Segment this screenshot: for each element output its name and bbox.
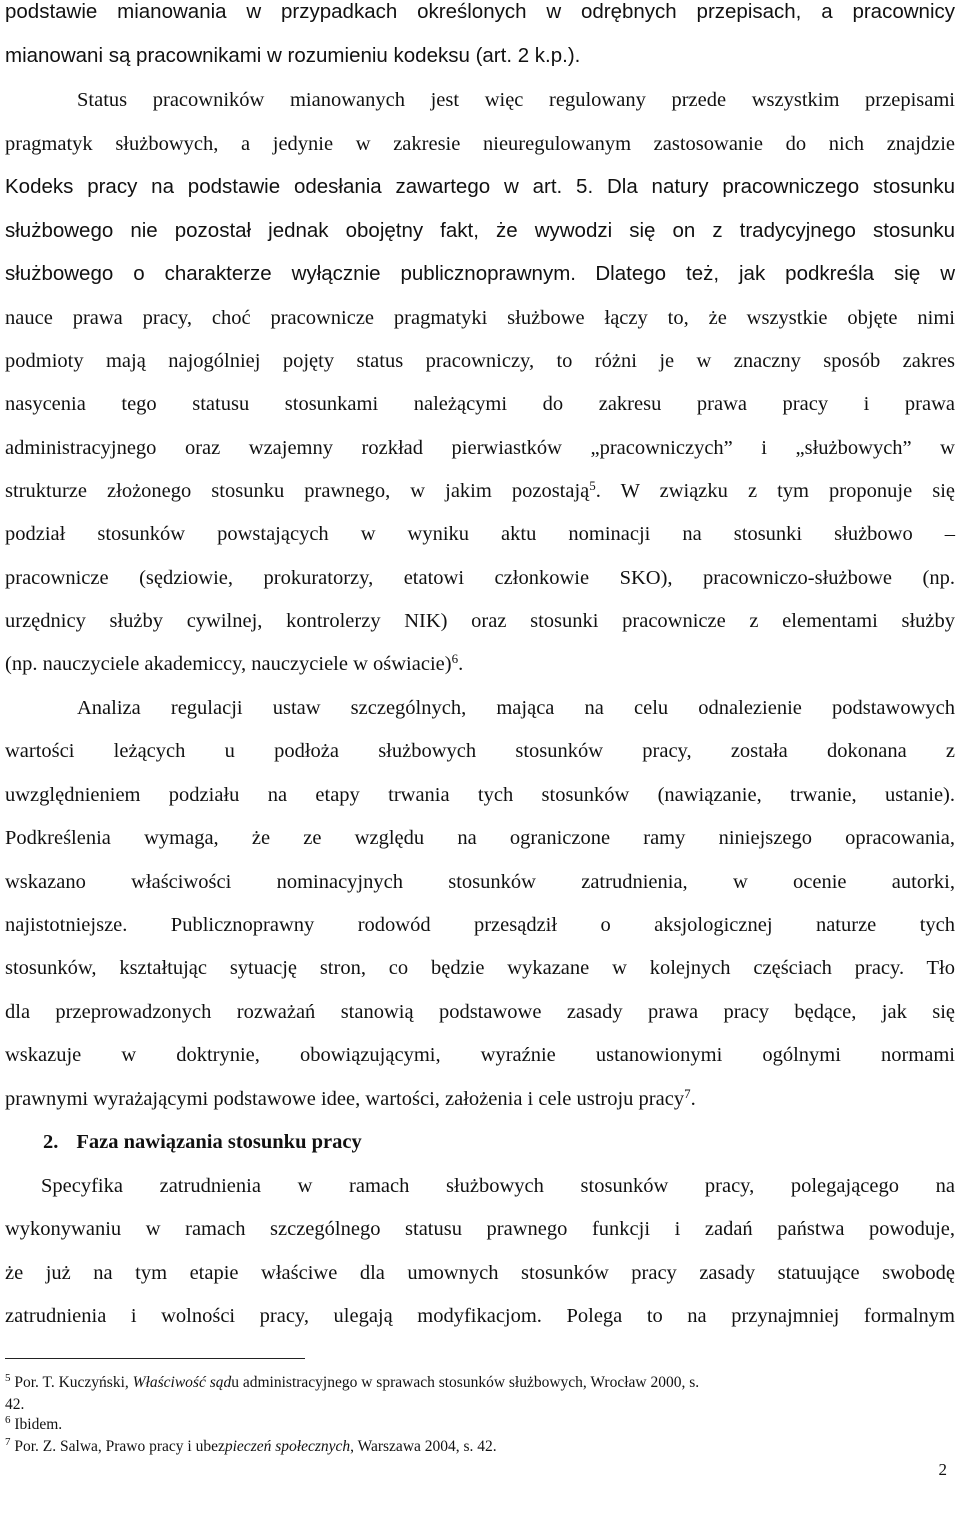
text-line xyxy=(5,652,955,676)
text-line: stosunków, kształtując sytuację stron, co będzie wykazane w kolejnych częściach pracy. Tło xyxy=(5,957,955,979)
text-segment: (np. nauczyciele akademiccy, nauczyciele w oświacie) xyxy=(5,653,452,675)
text-segment: służbowego o charakterze wyłącznie publicznoprawnym. xyxy=(5,262,576,285)
footnote-italic: pieczeń społecznych xyxy=(224,1438,351,1455)
footnote-italic: Właściwość sąd xyxy=(132,1374,232,1391)
footnote-ref: 5 xyxy=(589,478,596,493)
text-line: pracownicze (sędziowie, prokuratorzy, etatowi członkowie SKO), pracowniczo-służbowe (np. xyxy=(5,567,955,589)
footnote-number: 5 xyxy=(5,1372,11,1384)
text-line: wskazuje w doktrynie, obowiązującymi, wyraźnie ustanowionymi ogólnymi normami xyxy=(5,1044,955,1066)
heading-number: 2. xyxy=(43,1131,59,1153)
footnote-ref: 7 xyxy=(684,1086,691,1101)
text-segment: strukturze złożonego stosunku prawnego, w jakim pozostają xyxy=(5,480,590,502)
text-line: wykonywaniu w ramach szczególnego statusu prawnego funkcji i zadań państwa powoduje, xyxy=(5,1218,955,1240)
text-line: Analiza regulacji ustaw szczególnych, mająca na celu odnalezienie podstawowych xyxy=(77,697,955,719)
text-line: nauce prawa pracy, choć pracownicze pragmatyki służbowe łączy to, że wszystkie objęte nimi xyxy=(5,307,955,329)
heading-title: Faza nawiązania stosunku pracy xyxy=(76,1131,362,1153)
text-line: uwzględnieniem podziału na etapy trwania tych stosunków (nawiązanie, trwanie, ustanie). xyxy=(5,784,955,806)
text-line: podział stosunków powstających w wyniku aktu nominacji na stosunki służbowo – xyxy=(5,523,955,545)
text-line: podstawie mianowania w przypadkach określonych w odrębnych przepisach, a pracownicy xyxy=(5,0,955,23)
footnote-ref: 6 xyxy=(451,651,459,666)
footnote-separator xyxy=(5,1358,305,1359)
text-line xyxy=(5,262,955,286)
text-line xyxy=(5,479,955,503)
text-line: zatrudnienia i wolności pracy, ulegają modyfikacjom. Polega to na przynajmniej formalnym xyxy=(5,1305,955,1327)
footnote-number: 6 xyxy=(5,1414,11,1426)
text-line: dla przeprowadzonych rozważań stanowią podstawowe zasady prawa pracy będące, jak się xyxy=(5,1001,955,1023)
footnote xyxy=(5,1437,955,1456)
page-number: 2 xyxy=(938,1460,947,1479)
text-line: mianowani są pracownikami w rozumieniu kodeksu (art. 2 k.p.). xyxy=(5,44,581,67)
text-line: podmioty mają najogólniej pojęty status pracowniczy, to różni je w znaczny sposób zakres xyxy=(5,350,955,372)
text-line: Kodeks pracy na podstawie odesłania zawartego w art. 5. Dla natury pracowniczego stosunku xyxy=(5,175,955,198)
text-line: służbowego nie pozostał jednak obojętny fakt, że wywodzi się on z tradycyjnego stosunku xyxy=(5,219,955,242)
text-line: wartości leżących u podłoża służbowych stosunków pracy, została dokonana z xyxy=(5,740,955,762)
footnote xyxy=(5,1373,955,1392)
footnote xyxy=(5,1415,955,1434)
text-line: Specyfika zatrudnienia w ramach służbowych stosunków pracy, polegającego na xyxy=(41,1175,955,1197)
text-line: nasycenia tego statusu stosunkami należącymi do zakresu prawa pracy i prawa xyxy=(5,393,955,415)
text-line: że już na tym etapie właściwe dla umownych stosunków pracy zasady statuujące swobodę xyxy=(5,1262,955,1284)
text-segment: . xyxy=(690,1088,696,1110)
text-segment: Dlatego też, jak podkreśla się w xyxy=(595,262,956,285)
footnote-continuation: 42. xyxy=(5,1396,25,1413)
footnote-text: Ibidem. xyxy=(14,1416,63,1433)
text-line: Podkreślenia wymaga, że ze względu na ograniczone ramy niniejszego opracowania, xyxy=(5,827,955,849)
footnote-text: Por. T. Kuczyński, xyxy=(14,1374,133,1391)
text-line: Status pracowników mianowanych jest więc regulowany przede wszystkim przepisami xyxy=(77,89,955,111)
text-line: administracyjnego oraz wzajemny rozkład pierwiastków „pracowniczych” i „służbowych” w xyxy=(5,437,955,459)
text-line: pragmatyk służbowych, a jedynie w zakresie nieuregulowanym zastosowanie do nich znajdzie xyxy=(5,133,955,155)
text-line: najistotniejsze. Publicznoprawny rodowód przesądził o aksjologicznej naturze tych xyxy=(5,914,955,936)
text-line xyxy=(5,1087,955,1111)
text-segment: . W związku z tym proponuje się xyxy=(595,480,955,502)
text-line: urzędnicy służby cywilnej, kontrolerzy NIK) oraz stosunki pracownicze z elementami służby xyxy=(5,610,955,632)
footnote-text: , Warszawa 2004, s. 42. xyxy=(350,1438,497,1455)
footnote-text: u administracyjnego w sprawach stosunków służbowych, Wrocław 2000, s. xyxy=(231,1374,700,1391)
text-line: wskazano właściwości nominacyjnych stosunków zatrudnienia, w ocenie autorki, xyxy=(5,871,955,893)
footnote-text: Por. Z. Salwa, Prawo pracy i ubez xyxy=(14,1438,225,1455)
footnote-number: 7 xyxy=(5,1436,11,1448)
text-segment: . xyxy=(458,653,464,675)
section-heading xyxy=(43,1130,943,1154)
text-segment: prawnymi wyrażającymi podstawowe idee, wartości, założenia i cele ustroju pracy xyxy=(5,1088,685,1110)
